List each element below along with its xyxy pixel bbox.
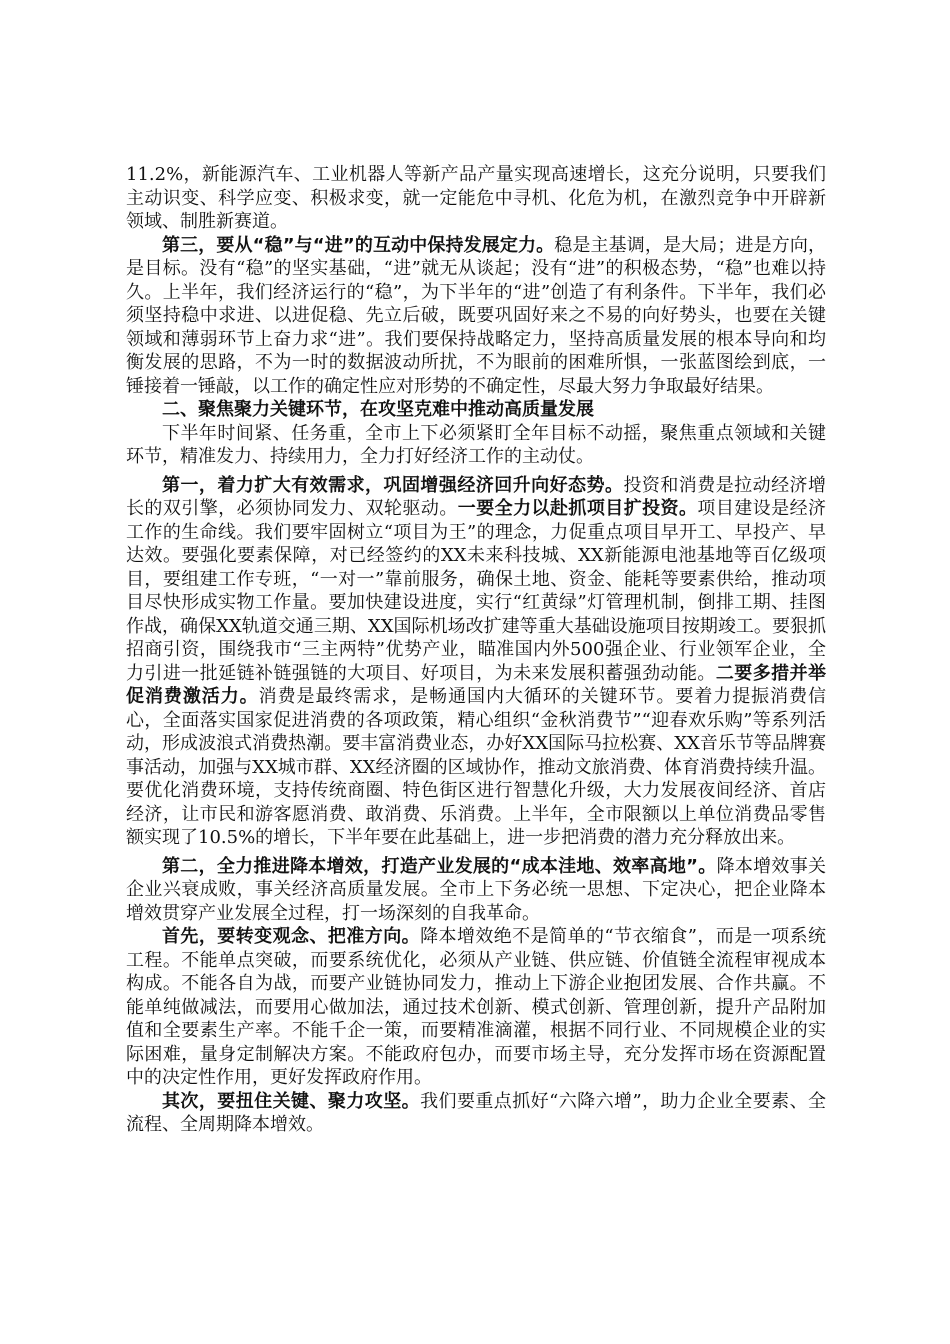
paragraph-2-text: 稳是主基调，是大局；进是方向，是目标。没有“稳”的坚实基础，“进”就无从谈起；没有“进”的积极态势，“稳”也难以持久。上半年，我们经济运行的“稳”，为下半年的“进”创造了有利条件。下半年，我们必须坚持稳中求进、以进促稳、先立后破，既要巩固好来之不易的向好势头，也要在关键领域和薄弱环节上奋力求“进”。我们要保持战略定力，坚持高质量发展的根本导向和均衡发展的思路，不为一时的数据波动所扰，不为眼前的困难所惧，一张蓝图绘到底，一锤接着一锤敲，以工作的确定性应对形势的不确定性，尽最大努力争取最好结果。 xyxy=(126,234,827,397)
section-heading xyxy=(126,398,826,422)
paragraph-4-text: 投资和消费是拉动经济增长的双引擎，必须协同发力、双轮驱动。 xyxy=(126,474,827,519)
paragraph-1-text: 11.2%，新能源汽车、工业机器人等新产品产量实现高速增长，这充分说明，只要我们主动识变、科学应变、积极求变，就一定能危中寻机、化危为机，在激烈竞争中开辟新领域、制胜新赛道。 xyxy=(126,164,826,232)
paragraph-3-text: 下半年时间紧、任务重，全市上下必须紧盯全年目标不动摇，聚焦重点领域和关键环节，精准发力、持续用力，全力打好经济工作的主动仗。 xyxy=(126,422,826,467)
paragraph-3 xyxy=(126,422,826,469)
paragraph-4-text-2: 项目建设是经济工作的生命线。我们要牢固树立“项目为王”的理念，力促重点项目早开工、早投产、早达效。要强化要素保障，对已经签约的XX未来科技城、XX新能源电池基地等百亿级项目，要组建工作专班，“一对一”靠前服务，确保土地、资金、能耗等要素供给，推动项目尽快形成实物工作量。要加快建设进度，实行“红黄绿”灯管理机制，倒排工期、挂图作战，确保XX轨道交通三期、XX国际机场改扩建等重大基础设施项目按期竣工。要狠抓招商引资，围绕我市“三主两特”优势产业，瞄准国内外500强企业、行业领军企业，全力引进一批延链补链强链的大项目、好项目，为未来发展积蓄强劲动能。 xyxy=(126,498,827,684)
paragraph-5 xyxy=(126,855,826,926)
paragraph-6 xyxy=(126,925,826,1090)
paragraph-4-text-3: 消费是最终需求，是畅通国内大循环的关键环节。要着力提振消费信心，全面落实国家促进消费的各项政策，精心组织“金秋消费节”“迎春欢乐购”等系列活动，形成波浪式消费热潮。要丰富消费业态，办好XX国际马拉松赛、XX音乐节等品牌赛事活动，加强与XX城市群、XX经济圈的区域协作，推动文旅消费、体育消费持续升温。要优化消费环境，支持传统商圈、特色街区进行智慧化升级，大力发展夜间经济、首店经济，让市民和游客愿消费、敢消费、乐消费。上半年，全市限额以上单位消费品零售额实现了10.5%的增长，下半年要在此基础上，进一步把消费的潜力充分释放出来。 xyxy=(126,686,827,848)
paragraph-6-heading: 首先，要转变观念、把准方向。 xyxy=(162,926,421,947)
paragraph-7 xyxy=(126,1090,826,1137)
paragraph-4-subheading-1: 一要全力以赴抓项目扩投资。 xyxy=(457,498,698,519)
paragraph-4-subheading-2: 二要多措并举促消费激活力。 xyxy=(126,662,827,707)
paragraph-4 xyxy=(126,474,826,850)
section-2-title: 二、聚焦聚力关键环节，在攻坚克难中推动高质量发展 xyxy=(162,399,594,420)
paragraph-2-heading: 第三，要从“稳”与“进”的互动中保持发展定力。 xyxy=(162,234,555,256)
document-page xyxy=(126,163,826,1137)
paragraph-7-heading: 其次，要扭住关键、聚力攻坚。 xyxy=(162,1090,421,1112)
paragraph-4-heading: 第一，着力扩大有效需求，巩固增强经济回升向好态势。 xyxy=(162,474,624,496)
paragraph-7-text: 我们要重点抓好“六降六增”，助力企业全要素、全流程、全周期降本增效。 xyxy=(126,1090,827,1135)
paragraph-5-text: 降本增效事关企业兴衰成败，事关经济高质量发展。全市上下务必统一思想、下定决心，把企业降本增效贯穿产业发展全过程，打一场深刻的自我革命。 xyxy=(126,855,826,924)
paragraph-1 xyxy=(126,163,826,234)
paragraph-2 xyxy=(126,234,826,399)
paragraph-6-text: 降本增效绝不是简单的“节衣缩食”，而是一项系统工程。不能单点突破，而要系统优化，必须从产业链、供应链、价值链全流程审视成本构成。不能各自为战，而要产业链协同发力，推动上下游企业抱团发展、合作共赢。不能单纯做减法，而要用心做加法，通过技术创新、模式创新、管理创新，提升产品附加值和全要素生产率。不能千企一策，而要精准滴灌，根据不同行业、不同规模企业的实际困难，量身定制解决方案。不能政府包办，而要市场主导，充分发挥市场在资源配置中的决定性作用，更好发挥政府作用。 xyxy=(126,926,827,1088)
paragraph-5-heading: 第二，全力推进降本增效，打造产业发展的“成本洼地、效率高地”。 xyxy=(162,855,717,877)
